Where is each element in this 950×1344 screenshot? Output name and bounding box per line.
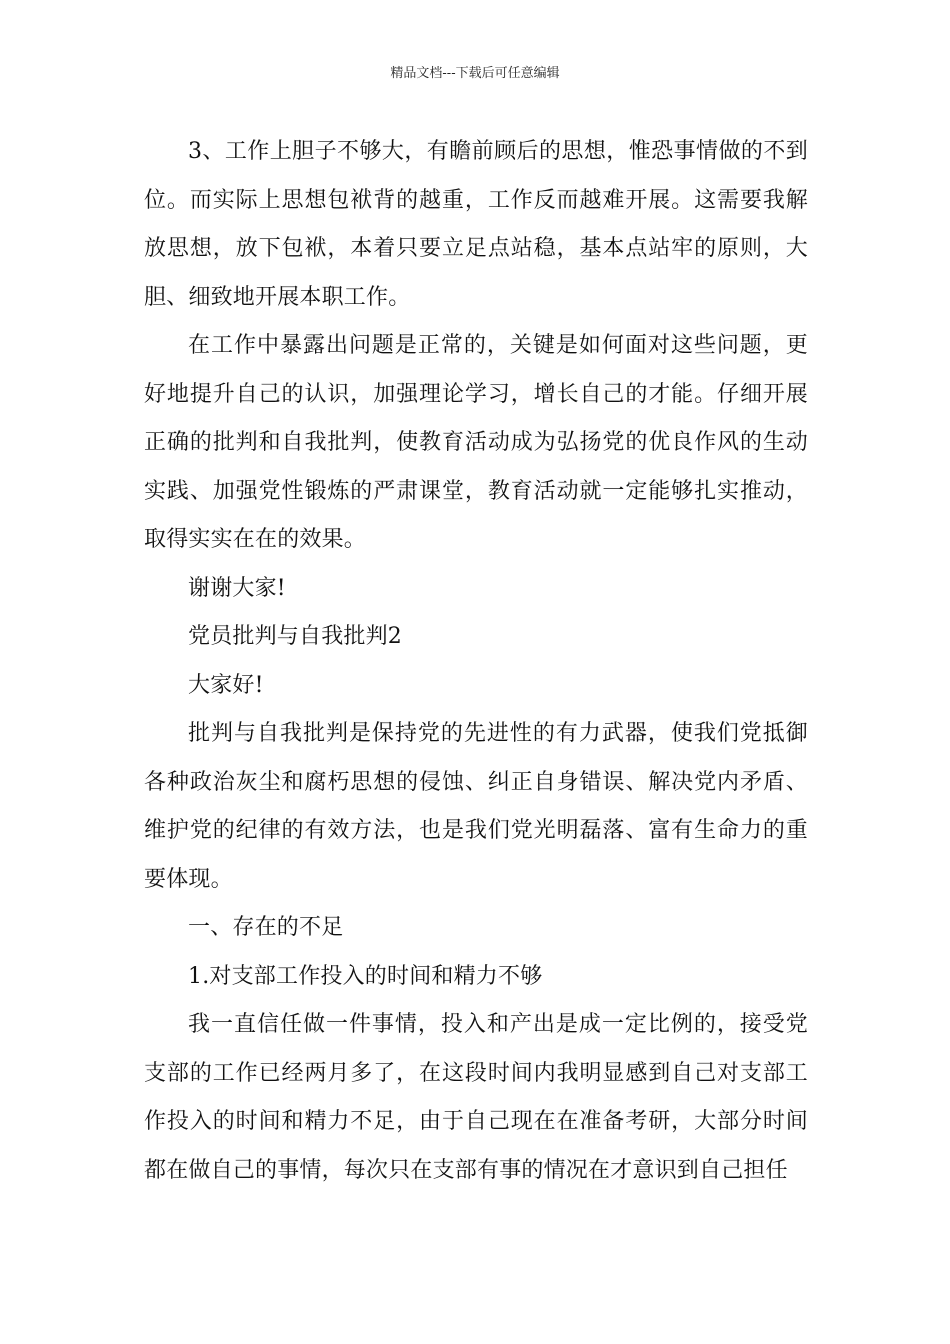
- subheading-time-effort: 1.对支部工作投入的时间和精力不够: [188, 963, 543, 989]
- paragraph-thanks: 谢谢大家!: [188, 575, 286, 601]
- paragraph-greeting: 大家好!: [188, 672, 264, 698]
- paragraph-time-effort: 我一直信任做一件事情，投入和产出是成一定比例的，接受党支部的工作已经两月多了，在这段时间内我明显感到自己对支部工作投入的时间和精力不足，由于自己现在在准备考研，大部分时间都在做自己的事情，每次只在支部有事的情况在才意识到自己担任: [144, 1012, 808, 1183]
- paragraph-intro: 批判与自我批判是保持党的先进性的有力武器，使我们党抵御各种政治灰尘和腐朽思想的侵蚀、纠正自身错误、解决党内矛盾、维护党的纪律的有效方法，也是我们党光明磊落、富有生命力的重要体现。: [144, 721, 808, 892]
- heading-shortcomings: 一、存在的不足: [188, 915, 344, 940]
- paragraph-point-3: 3、工作上胆子不够大，有瞻前顾后的思想，惟恐事情做的不到位。而实际上思想包袱背的越重，工作反而越难开展。这需要我解放思想，放下包袱，本着只要立足点站稳，基本点站牢的原则，大胆、细致地开展本职工作。: [144, 139, 808, 310]
- page-header: 精品文档---下载后可任意编辑: [390, 66, 560, 81]
- paragraph-problems: 在工作中暴露出问题是正常的，关键是如何面对这些问题，更好地提升自己的认识，加强理论学习，增长自己的才能。仔细开展正确的批判和自我批判，使教育活动成为弘扬党的优良作风的生动实践、加强党性锻炼的严肃课堂，教育活动就一定能够扎实推动，取得实实在在的效果。: [144, 333, 808, 552]
- section-title: 党员批判与自我批判2: [188, 624, 402, 649]
- document-body: [144, 128, 808, 1195]
